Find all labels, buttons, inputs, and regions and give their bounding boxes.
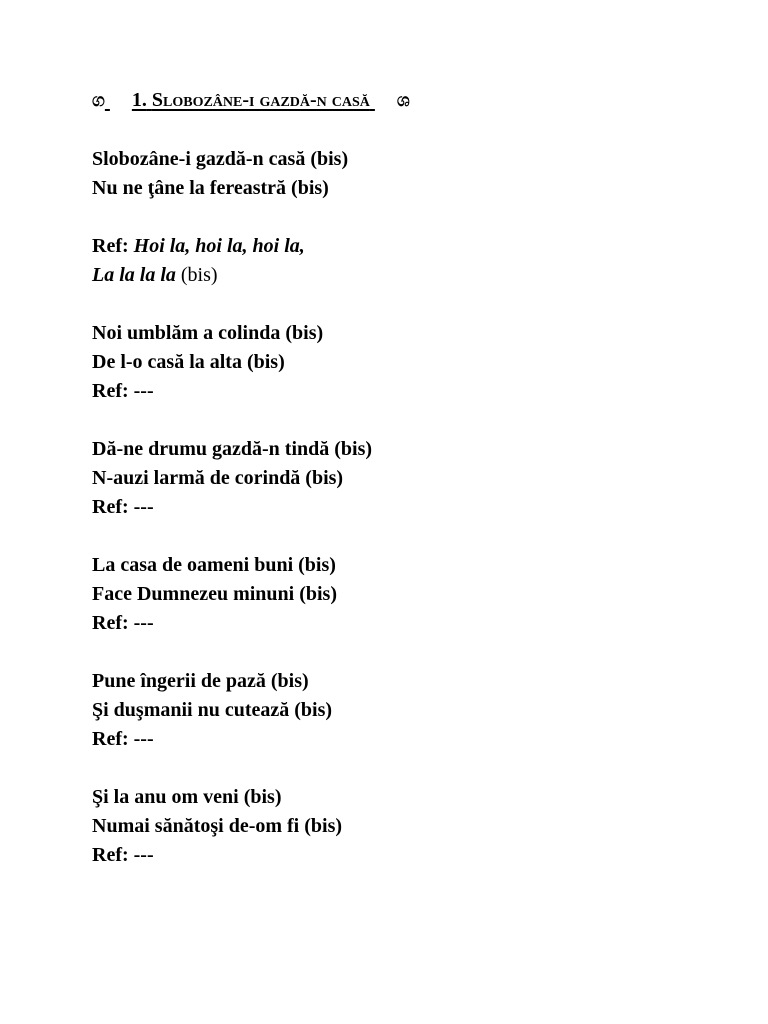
ornament-left-icon: ග <box>92 90 105 110</box>
song-number: 1. <box>131 89 147 111</box>
song-title-text: Slobozâne-i gazdă-n casă <box>151 89 370 111</box>
lyric-line: Numai sănătoşi de-om fi (bis) <box>92 815 343 837</box>
chorus-line <box>92 232 732 261</box>
lyric-line: Slobozâne-i gazdă-n casă (bis) <box>92 148 349 170</box>
ornament-right-icon: ශ <box>396 90 410 110</box>
lyric-line: Dă-ne drumu gazdă-n tindă (bis) <box>92 438 373 460</box>
refrain-marker: Ref: --- <box>92 612 154 634</box>
lyric-line: La casa de oameni buni (bis) <box>92 554 336 576</box>
chorus-text: Hoi la, hoi la, hoi la, <box>133 235 305 257</box>
lyric-line: Şi duşmanii nu cutează (bis) <box>92 699 333 721</box>
chorus-line <box>92 261 732 290</box>
chorus-repeat: (bis) <box>180 264 218 286</box>
chorus-label: Ref: <box>92 235 129 257</box>
lyric-line: N-auzi larmă de corindă (bis) <box>92 467 344 489</box>
refrain-marker: Ref: --- <box>92 496 154 518</box>
song-title <box>92 88 410 112</box>
song-lyrics <box>92 145 732 870</box>
lyric-line: Şi la anu om veni (bis) <box>92 786 282 808</box>
chorus-text: La la la la <box>92 264 176 286</box>
refrain-marker: Ref: --- <box>92 844 154 866</box>
lyric-line: Noi umblăm a colinda (bis) <box>92 322 324 344</box>
refrain-marker: Ref: --- <box>92 380 154 402</box>
lyric-line: Face Dumnezeu minuni (bis) <box>92 583 337 605</box>
lyric-line: Nu ne ţâne la fereastră (bis) <box>92 177 329 199</box>
lyric-line: Pune îngerii de pază (bis) <box>92 670 309 692</box>
refrain-marker: Ref: --- <box>92 728 154 750</box>
lyric-line: De l-o casă la alta (bis) <box>92 351 285 373</box>
